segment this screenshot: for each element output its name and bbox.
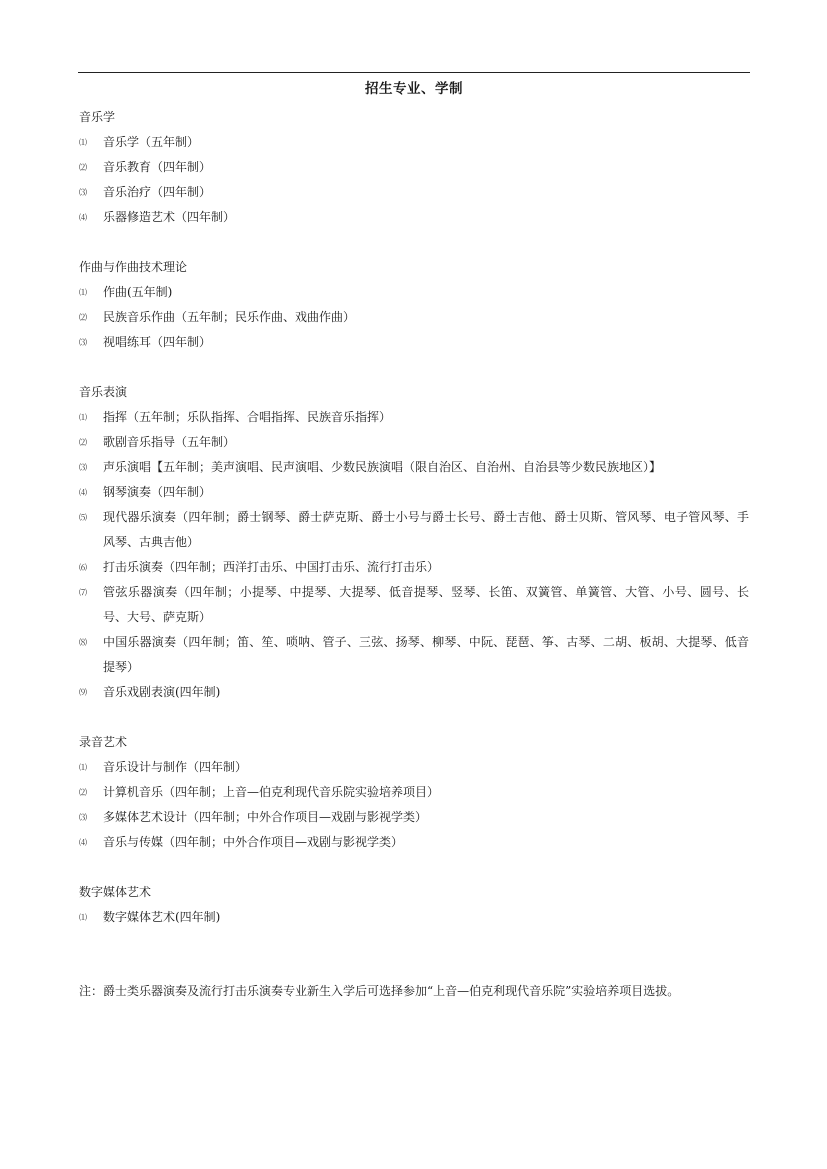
- list-item: [79, 805, 749, 830]
- item-text: 音乐学（五年制）: [103, 135, 200, 149]
- item-number: ⑺: [79, 588, 87, 597]
- item-text: 作曲(五年制): [103, 285, 173, 299]
- list-item: [79, 780, 749, 805]
- item-number: ⑴: [79, 288, 87, 297]
- item-number: ⑵: [79, 163, 87, 172]
- list-item: [79, 155, 749, 180]
- footnote: 注：爵士类乐器演奏及流行打击乐演奏专业新生入学后可选择参加“上音—伯克利现代音乐院”实验培养项目选拔。: [79, 984, 680, 998]
- list-item: [79, 630, 749, 680]
- item-number: ⑴: [79, 413, 87, 422]
- item-number: ⑶: [79, 463, 87, 472]
- item-text: 钢琴演奏（四年制）: [103, 485, 212, 499]
- item-number: ⑷: [79, 488, 87, 497]
- item-number: ⑵: [79, 438, 87, 447]
- item-number: ⑼: [79, 688, 87, 697]
- item-text: 音乐戏剧表演(四年制): [103, 685, 221, 699]
- section-recording-arts: [79, 730, 749, 855]
- item-text: 计算机音乐（四年制；上音—伯克利现代音乐院实验培养项目）: [103, 785, 440, 799]
- item-text: 数字媒体艺术(四年制): [103, 910, 221, 924]
- item-text: 音乐教育（四年制）: [103, 160, 212, 174]
- item-number: ⑻: [79, 638, 87, 647]
- section-heading: 作曲与作曲技术理论: [79, 260, 188, 274]
- item-text: 指挥（五年制；乐队指挥、合唱指挥、民族音乐指挥）: [103, 410, 392, 424]
- list-item: [79, 480, 749, 505]
- section-composition: [79, 255, 749, 355]
- list-item: [79, 280, 749, 305]
- item-text: 管弦乐器演奏（四年制；小提琴、中提琴、大提琴、低音提琴、竖琴、长笛、双簧管、单簧管、大管、小号、圆号、长号、大号、萨克斯）: [103, 585, 749, 624]
- item-number: ⑵: [79, 313, 87, 322]
- item-number: ⑷: [79, 213, 87, 222]
- list-item: [79, 755, 749, 780]
- section-performance: [79, 380, 749, 705]
- list-item: [79, 555, 749, 580]
- item-text: 音乐设计与制作（四年制）: [103, 760, 248, 774]
- item-number: ⑸: [79, 513, 87, 522]
- item-text: 中国乐器演奏（四年制；笛、笙、唢呐、管子、三弦、扬琴、柳琴、中阮、琵琶、筝、古琴、二胡、板胡、大提琴、低音提琴）: [103, 635, 749, 674]
- list-item: [79, 405, 749, 430]
- section-musicology: [79, 105, 749, 230]
- item-number: ⑹: [79, 563, 87, 572]
- item-number: ⑶: [79, 813, 87, 822]
- item-text: 声乐演唱【五年制；美声演唱、民声演唱、少数民族演唱（限自治区、自治州、自治县等少数民族地区）】: [103, 460, 662, 474]
- item-number: ⑴: [79, 913, 87, 922]
- list-item: [79, 830, 749, 855]
- list-item: [79, 905, 749, 930]
- item-number: ⑶: [79, 338, 87, 347]
- item-text: 音乐治疗（四年制）: [103, 185, 212, 199]
- item-text: 视唱练耳（四年制）: [103, 335, 212, 349]
- item-text: 现代器乐演奏（四年制；爵士钢琴、爵士萨克斯、爵士小号与爵士长号、爵士吉他、爵士贝斯、管风琴、电子管风琴、手风琴、古典吉他）: [103, 510, 749, 549]
- item-text: 歌剧音乐指导（五年制）: [103, 435, 236, 449]
- section-digital-media-arts: [79, 880, 749, 930]
- item-text: 民族音乐作曲（五年制；民乐作曲、戏曲作曲）: [103, 310, 356, 324]
- list-item: [79, 455, 749, 480]
- program-list: [79, 105, 749, 930]
- item-number: ⑴: [79, 763, 87, 772]
- section-heading: 录音艺术: [79, 735, 128, 749]
- list-item: [79, 130, 749, 155]
- item-number: ⑶: [79, 188, 87, 197]
- item-number: ⑷: [79, 838, 87, 847]
- list-item: [79, 680, 749, 705]
- list-item: [79, 580, 749, 630]
- section-heading: 数字媒体艺术: [79, 885, 152, 899]
- list-item: [79, 330, 749, 355]
- header-rule: [78, 72, 750, 73]
- item-text: 音乐与传媒（四年制；中外合作项目—戏剧与影视学类）: [103, 835, 404, 849]
- section-heading: 音乐学: [79, 110, 116, 124]
- item-number: ⑵: [79, 788, 87, 797]
- list-item: [79, 505, 749, 555]
- page-title: 招生专业、学制: [365, 81, 463, 97]
- section-heading: 音乐表演: [79, 385, 128, 399]
- item-text: 打击乐演奏（四年制；西洋打击乐、中国打击乐、流行打击乐）: [103, 560, 440, 574]
- item-number: ⑴: [79, 138, 87, 147]
- list-item: [79, 430, 749, 455]
- item-text: 多媒体艺术设计（四年制；中外合作项目—戏剧与影视学类）: [103, 810, 428, 824]
- item-text: 乐器修造艺术（四年制）: [103, 210, 236, 224]
- list-item: [79, 305, 749, 330]
- list-item: [79, 180, 749, 205]
- list-item: [79, 205, 749, 230]
